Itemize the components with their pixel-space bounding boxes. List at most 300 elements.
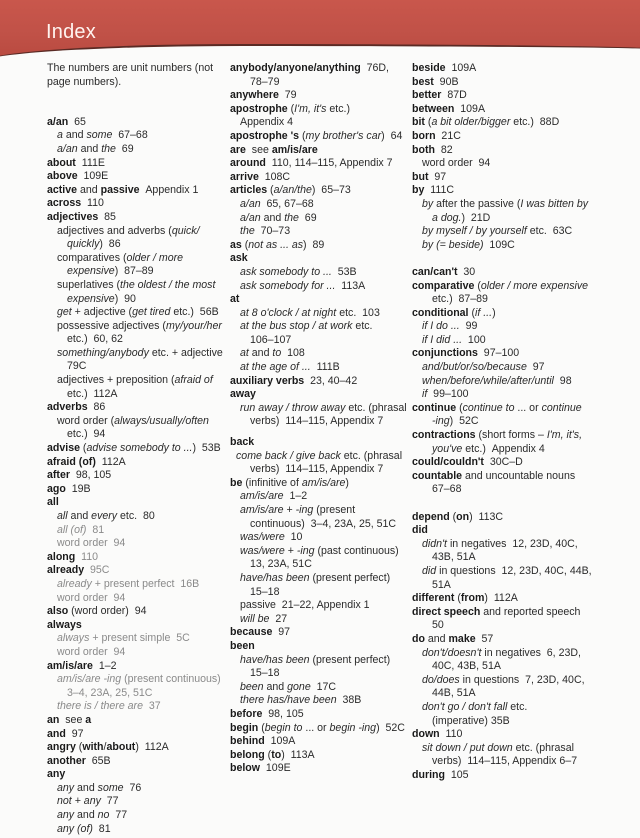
index-entry (412, 184, 602, 198)
index-text: 82 (434, 143, 453, 156)
index-text: 111C (424, 184, 455, 197)
index-entry (412, 116, 602, 130)
index-term: after (47, 469, 70, 482)
index-term: direct speech (412, 605, 481, 618)
index-subentry (412, 320, 602, 334)
index-text: not + any (57, 795, 101, 808)
index-subentry (47, 293, 225, 307)
index-text: ( (474, 279, 481, 292)
index-term: on (456, 510, 470, 523)
index-text: am/is/are (240, 504, 284, 516)
index-term: angry (47, 741, 76, 754)
index-subentry (412, 415, 602, 429)
index-text: word order ( (57, 414, 115, 427)
index-text: + (283, 504, 296, 516)
index-entry (47, 469, 225, 483)
index-text: etc. 63C (526, 225, 573, 238)
index-entry (230, 626, 410, 640)
index-text: 53B (331, 265, 357, 278)
index-entry (230, 171, 410, 185)
index-text: at (240, 347, 249, 360)
index-text: (word order) 94 (68, 605, 147, 618)
index-entry (47, 211, 225, 225)
index-text: ) (492, 306, 496, 319)
index-text: word order 94 (422, 157, 491, 170)
index-subentry (47, 225, 225, 239)
index-subentry (412, 443, 602, 457)
index-subentry (412, 701, 602, 715)
index-term: by (412, 184, 425, 197)
index-entry (412, 429, 602, 443)
index-term: am/is/are (47, 659, 93, 672)
index-term: a (85, 713, 92, 726)
index-entry (230, 436, 410, 450)
index-entry (412, 606, 602, 620)
index-text: the oldest / the most (120, 278, 216, 291)
index-text: didn't (422, 537, 447, 550)
index-text: 57 (475, 632, 494, 645)
index-text: (imperative) 35B (432, 714, 510, 727)
index-text: a/an (240, 211, 261, 224)
index-text: etc.) 56B (170, 306, 219, 319)
index-entry (412, 524, 602, 538)
index-term: down (412, 728, 440, 741)
index-text: 70–73 (254, 225, 291, 238)
index-subentry (230, 307, 410, 321)
index-text: at 8 o'clock / at night (240, 306, 337, 319)
index-text: come back / give back (236, 449, 341, 462)
index-entry (412, 76, 602, 90)
index-text: + (284, 544, 297, 557)
index-subentry (412, 674, 602, 688)
index-text: etc. (phrasal (512, 741, 574, 754)
index-text: 1–2 (92, 659, 117, 672)
index-text: (present continuous) (121, 673, 221, 686)
index-text: and (62, 129, 87, 142)
index-text: 108 (281, 347, 305, 360)
index-entry (412, 633, 602, 647)
index-term: to (271, 748, 282, 761)
index-text: ( (468, 306, 475, 319)
index-entry (412, 456, 602, 470)
index-text: 99 (459, 320, 478, 333)
index-text: some (86, 129, 113, 142)
index-text: 69 (298, 211, 317, 224)
index-term: about (106, 741, 136, 754)
index-text: sit down / put down (422, 741, 513, 754)
index-text: I was bitten by (520, 197, 589, 210)
index-text: 98, 105 (262, 707, 304, 720)
index-entry (412, 280, 602, 294)
index-text: 78–79 (250, 75, 280, 88)
index-text: 3–4, 23A, 25, 51C (67, 686, 153, 699)
index-text: see (245, 143, 272, 156)
index-text: continue to (462, 401, 515, 414)
index-term: adjectives (47, 210, 99, 223)
index-text: a/an/the (273, 184, 312, 197)
index-text: ) 52C (376, 721, 405, 734)
index-entry (230, 252, 410, 266)
index-text: 1–2 (283, 490, 308, 503)
index-text: have/has been (240, 653, 310, 666)
index-term: between (412, 102, 455, 115)
index-text: 95C (84, 564, 110, 577)
index-text: begin -ing (329, 721, 377, 734)
index-text: ) 90 (114, 292, 136, 305)
index-text: (present perfect) (309, 571, 391, 584)
index-subentry (47, 415, 225, 429)
index-text: you've (432, 442, 463, 455)
index-subentry (230, 320, 410, 334)
index-entry (230, 89, 410, 103)
index-term: advise (47, 442, 80, 455)
index-term: can/can't (412, 265, 458, 278)
index-text: ) (345, 476, 349, 489)
index-entry (412, 103, 602, 117)
index-text: I'm, it's (294, 102, 327, 115)
index-text: all (of) (57, 523, 87, 536)
index-text: ( (75, 741, 83, 754)
index-subentry (230, 654, 410, 668)
index-subentry (47, 782, 225, 796)
index-text: am/is/are (240, 490, 284, 503)
index-text: have/has been (240, 571, 310, 584)
index-text: etc.) 88D (510, 116, 560, 129)
index-term: different (412, 592, 455, 605)
index-text: word order 94 (57, 537, 126, 550)
index-text: (present (313, 504, 356, 516)
index-subentry (230, 225, 410, 239)
index-text: 87D (441, 89, 467, 102)
index-term: across (47, 197, 82, 210)
index-text: 110, 114–115, Appendix 7 (265, 157, 393, 170)
index-entry (47, 741, 225, 755)
index-entry (47, 564, 225, 578)
index-entry (230, 157, 410, 171)
index-text: 108C (258, 170, 291, 183)
index-subentry (412, 647, 602, 661)
index-text: to (272, 347, 282, 360)
index-text: after the passive ( (433, 197, 521, 210)
index-subentry (47, 795, 225, 809)
index-term: also (47, 605, 69, 618)
index-entry (47, 401, 225, 415)
index-term: any (47, 768, 66, 781)
index-entry (230, 722, 410, 736)
index-text: a (57, 129, 63, 142)
index-text: some (97, 781, 124, 794)
index-text: any (of) (57, 822, 93, 835)
index-text: something/anybody (57, 346, 149, 359)
index-term: are (230, 143, 246, 156)
index-text: already (57, 577, 92, 590)
index-text: 90B (433, 75, 459, 88)
index-text: etc. (507, 700, 528, 713)
index-term: been (230, 639, 255, 652)
index-entry (412, 511, 602, 525)
index-text: 13, 23A, 51C (250, 558, 312, 571)
index-subentry (230, 694, 410, 708)
index-text: 44B, 51A (432, 687, 476, 700)
index-text: my brother's car (305, 129, 382, 142)
index-text: 97–100 (477, 347, 520, 360)
index-text: did (422, 564, 437, 577)
index-term: could/couldn't (412, 456, 484, 469)
index-entry (412, 402, 602, 416)
index-subentry (230, 531, 410, 545)
index-text: ) 89 (303, 238, 325, 251)
index-text: + present simple 5C (89, 632, 190, 645)
index-text: 98, 105 (69, 469, 112, 482)
index-text: not as ... as (248, 238, 304, 251)
index-term: at (230, 293, 240, 306)
index-text: 81 (86, 523, 105, 536)
index-text: and (67, 510, 92, 522)
index-entry (412, 130, 602, 144)
index-entry (47, 184, 225, 198)
index-text: verbs) 114–115, Appendix 7 (250, 415, 384, 428)
index-text: in questions 12, 23D, 40C, 44B, (436, 564, 592, 577)
index-entry (412, 592, 602, 606)
index-text: 40C, 43B, 51A (432, 660, 501, 673)
index-text: verbs) 114–115, Appendix 6–7 (432, 755, 578, 768)
index-text: a/an (240, 197, 261, 210)
index-text: 111B (310, 361, 340, 374)
index-text: gone (287, 680, 311, 693)
index-text: no (97, 809, 110, 822)
index-text: am/is/are (301, 476, 346, 489)
index-text: / (103, 741, 107, 754)
index-text: always (57, 632, 90, 645)
index-subentry (412, 198, 602, 212)
index-subentry (47, 578, 225, 592)
index-text: ( (258, 721, 265, 734)
index-term: afraid (of) (47, 455, 96, 468)
index-text: 77 (100, 795, 119, 808)
index-entry (412, 144, 602, 158)
index-term: both (412, 143, 435, 156)
index-entry (230, 375, 410, 389)
index-term: always (47, 618, 82, 631)
index-text: in negatives 12, 23D, 40C, (447, 537, 578, 550)
index-entry (230, 184, 410, 198)
index-term: from (460, 592, 485, 605)
index-text: (infinitive of (242, 476, 302, 489)
index-term: better (412, 89, 442, 102)
intro-line: The numbers are unit numbers (not (47, 62, 214, 74)
index-subentry (412, 361, 602, 375)
index-subentry (412, 660, 602, 674)
index-entry (412, 171, 602, 185)
index-subentry (412, 579, 602, 593)
index-text: etc. (phrasal (345, 401, 407, 414)
index-text: get tired (132, 306, 171, 319)
index-entry (47, 157, 225, 171)
index-entry (412, 470, 602, 484)
index-text: and (77, 183, 101, 196)
index-text: comparatives ( (57, 251, 127, 264)
index-text: etc.) Appendix 4 (462, 442, 545, 455)
index-term: about (47, 156, 76, 169)
index-subentry (412, 239, 602, 253)
index-text: ( (79, 442, 87, 455)
index-subentry (230, 599, 410, 613)
index-subentry (47, 279, 225, 293)
index-entry (47, 728, 225, 742)
spacer (230, 429, 410, 436)
index-subentry (412, 225, 602, 239)
index-text: adjectives + preposition ( (57, 374, 175, 387)
index-text: and (260, 211, 285, 224)
index-term: with (82, 741, 104, 754)
index-text: 97 (272, 626, 291, 639)
index-text: a bit older/bigger (431, 116, 511, 129)
index-subentry (230, 280, 410, 294)
index-text: 65 (68, 115, 86, 128)
index-term: continue (412, 401, 457, 414)
index-entry (230, 477, 410, 491)
index-text: 109A (454, 102, 486, 115)
index-text: ) 53B (192, 442, 221, 455)
index-text: 85 (98, 210, 116, 223)
index-subentry (230, 586, 410, 600)
index-text: and (77, 142, 102, 155)
index-text: 51A (432, 578, 451, 591)
header-curve-decoration (0, 44, 640, 58)
index-column-1 (47, 62, 225, 836)
index-term: before (230, 707, 263, 720)
index-text: possessive adjectives ( (57, 319, 166, 332)
index-subentry (47, 673, 225, 687)
index-text: (present perfect) (309, 653, 391, 666)
index-term: depend (412, 510, 450, 523)
index-text: etc.) 87–89 (432, 293, 488, 306)
index-term: and (47, 727, 66, 740)
index-text: do/does (422, 673, 460, 686)
index-text: etc. 103 (336, 306, 380, 319)
index-text: ( (264, 748, 272, 761)
spacer (412, 252, 602, 266)
index-subentry (230, 681, 410, 695)
index-text: adjectives and adverbs ( (57, 224, 172, 237)
index-text: by (= beside) (422, 238, 484, 251)
index-subentry (230, 402, 410, 416)
index-text: 21C (435, 129, 461, 142)
index-subentry (412, 157, 602, 171)
index-subentry (412, 715, 602, 729)
index-text: 106–107 (250, 333, 292, 346)
index-text: 97 (65, 727, 84, 740)
index-text: etc. (352, 320, 373, 333)
index-text: my/your/her (165, 319, 222, 332)
index-subentry (47, 252, 225, 266)
index-text: 97 (526, 361, 545, 374)
index-text: if I did ... (422, 333, 463, 346)
index-text: the (284, 211, 299, 224)
index-text: 15–18 (250, 667, 280, 680)
index-text: a dog. (432, 211, 462, 224)
index-text: 79 (278, 89, 297, 102)
index-text: passive 21–22, Appendix 1 (240, 599, 370, 612)
index-subentry (412, 375, 602, 389)
index-term: anywhere (230, 89, 279, 102)
index-text: ) 87–89 (114, 265, 154, 278)
index-text: and (74, 781, 98, 794)
index-term: behind (230, 735, 265, 748)
index-text: ) 112A (135, 741, 169, 754)
index-subentry (47, 809, 225, 823)
index-text: 50 (432, 619, 444, 632)
index-text: word order 94 (57, 645, 126, 658)
index-term: because (230, 626, 273, 639)
index-entry (47, 116, 225, 130)
index-text: there has/have been (240, 694, 337, 707)
index-term: be (230, 476, 243, 489)
index-subentry (412, 538, 602, 552)
index-subentry (47, 632, 225, 646)
index-text: at the age of ... (240, 361, 311, 374)
index-text: quick/ (171, 224, 200, 237)
index-text: ask somebody to ... (240, 265, 332, 278)
index-text: don't go / don't fall (422, 700, 508, 713)
index-subentry (47, 374, 225, 388)
index-term: ask (230, 252, 248, 265)
index-text: 67–68 (112, 129, 148, 142)
index-subentry (47, 306, 225, 320)
index-text: etc.) (326, 102, 351, 115)
index-entry (412, 307, 602, 321)
index-text: 81 (92, 822, 111, 835)
index-text: ( (299, 129, 306, 142)
index-text: and (74, 809, 98, 822)
index-subentry (230, 613, 410, 627)
index-entry (230, 708, 410, 722)
index-text: 30 (457, 265, 476, 278)
index-text: always/usually/often (114, 414, 209, 427)
index-term: arrive (230, 170, 259, 183)
index-text: 43B, 51A (432, 551, 476, 564)
index-text: run away / throw away (240, 401, 346, 414)
index-text: ) 52C (449, 415, 479, 428)
index-text: 109A (445, 62, 477, 74)
index-text: 109C (483, 238, 515, 251)
index-term: beside (412, 62, 446, 74)
index-text: and reported speech (480, 605, 581, 618)
index-term: but (412, 170, 429, 183)
index-text: 79C (67, 360, 87, 373)
index-text: expensive (67, 265, 115, 278)
index-subentry (47, 129, 225, 143)
index-text: 27 (269, 612, 288, 625)
index-text: and/but/or/so/because (422, 361, 527, 374)
index-text: 97 (428, 170, 447, 183)
index-subentry (230, 76, 410, 90)
index-term: a/an (47, 115, 69, 128)
index-entry (47, 755, 225, 769)
index-subentry (47, 646, 225, 660)
index-term: articles (230, 184, 268, 197)
index-text: 19B (65, 482, 91, 495)
index-subentry (412, 565, 602, 579)
index-text: older / more expensive (480, 279, 589, 292)
index-column-3 (412, 62, 602, 782)
index-entry (47, 551, 225, 565)
index-entry (230, 103, 410, 117)
index-term: along (47, 550, 76, 563)
index-term: all (47, 496, 59, 509)
index-subentry (47, 823, 225, 837)
index-subentry (412, 551, 602, 565)
